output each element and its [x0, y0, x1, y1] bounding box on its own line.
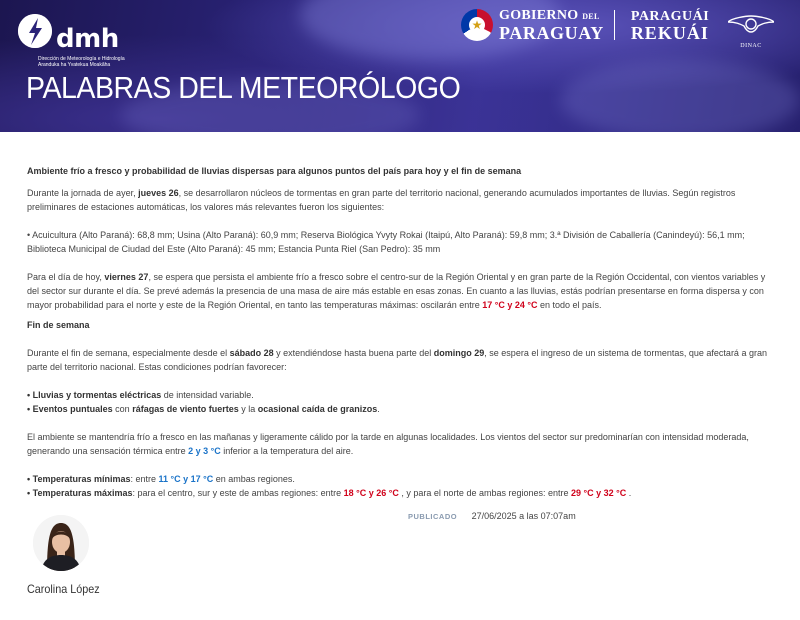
author-name: Carolina López: [27, 582, 100, 596]
logo-divider: [614, 10, 615, 40]
page-title: PALABRAS DEL METEORÓLOGO: [26, 70, 461, 105]
paragraph-sensation: El ambiente se mantendría frío a fresco en las mañanas y ligeramente cálido por la tarde en algunas localidades. Los vientos del sector sur predominarían con intensidad moderada, generando una sensación térmica entre 2 y 3 °C inferior a la temperatura del aire.: [27, 432, 749, 456]
paragraph-today: Para el día de hoy, viernes 27, se espera que persista el ambiente frío a fresco sobre el centro-sur de la Región Oriental y en gran parte de la Región Occidental, con vientos variables y del sector sur durante el día. Se prevé además la presencia de una masa de aire más estable en esas zonas. En cuanto a las lluvias, estás podrían presentarse en forma dispersa y con mayor probabilidad para el norte y este de la Región Oriental, en tanto las temperaturas máximas: oscilarán entre 17 °C y 24 °C en todo el país.: [27, 272, 766, 310]
logo-subtitle: Dirección de Meteorología e Hidrología Aranduka ha Yvatekua Moakãha: [38, 56, 125, 68]
list-item: • Temperaturas máximas: para el centro, sur y este de ambas regiones: entre 18 °C y 26 °C , y para el norte de ambas regiones: entre 29 °C y 32 °C .: [27, 488, 632, 498]
list-item: • Eventos puntuales con ráfagas de viento fuertes y la ocasional caída de granizos.: [27, 404, 380, 414]
national-emblem-icon: ★: [461, 9, 493, 41]
weekend-heading: Fin de semana: [27, 320, 90, 330]
published-info: [408, 511, 576, 521]
article-body: [27, 164, 772, 500]
published-date: 27/06/2025 a las 07:07am: [471, 511, 576, 521]
list-item: • Lluvias y tormentas eléctricas de intensidad variable.: [27, 390, 254, 400]
dmh-logo[interactable]: [18, 14, 119, 54]
paragraph-stations: • Acuicultura (Alto Paraná): 68,8 mm; Usina (Alto Paraná): 60,9 mm; Reserva Biológica Yvyty Rokai (Itaipú, Alto Paraná): 59,8 mm; 3.ª División de Caballería (Canindeyú): 56,1 mm; Biblioteca Municipal de Ciudad del Este (Alto Paraná): 45 mm; Estancia Punta Riel (San Pedro): 35 mm: [27, 230, 745, 254]
author-avatar: [33, 515, 89, 571]
published-label: PUBLICADO: [408, 512, 458, 521]
header-banner: [0, 0, 800, 132]
gobierno-logo[interactable]: ★ GOBIERNO DEL PARAGUAY PARAGUÁI REKUÁI: [461, 8, 709, 41]
winged-emblem-icon: [728, 12, 774, 36]
paragraph-weekend: Durante el fin de semana, especialmente desde el sábado 28 y extendiéndose hasta buena parte del domingo 29, se espera el ingreso de un sistema de tormentas, que afectará a gran parte del territorio nacional. Estas condiciones podrían favorecer:: [27, 348, 767, 372]
lightning-cloud-icon: [18, 14, 52, 48]
dinac-logo[interactable]: DINAC: [716, 12, 786, 49]
list-item: • Temperaturas mínimas: entre 11 °C y 17 °C en ambas regiones.: [27, 474, 295, 484]
article-heading: Ambiente frío a fresco y probabilidad de lluvias dispersas para algunos puntos del país para hoy y el fin de semana: [27, 166, 522, 176]
logo-text: dmh: [56, 24, 119, 54]
paragraph-1: Durante la jornada de ayer, jueves 26, se desarrollaron núcleos de tormentas en gran parte del territorio nacional, generando acumulados importantes de lluvias. Según registros preliminares de estaciones automáticas, los valores más relevantes fueron los siguientes:: [27, 188, 736, 212]
